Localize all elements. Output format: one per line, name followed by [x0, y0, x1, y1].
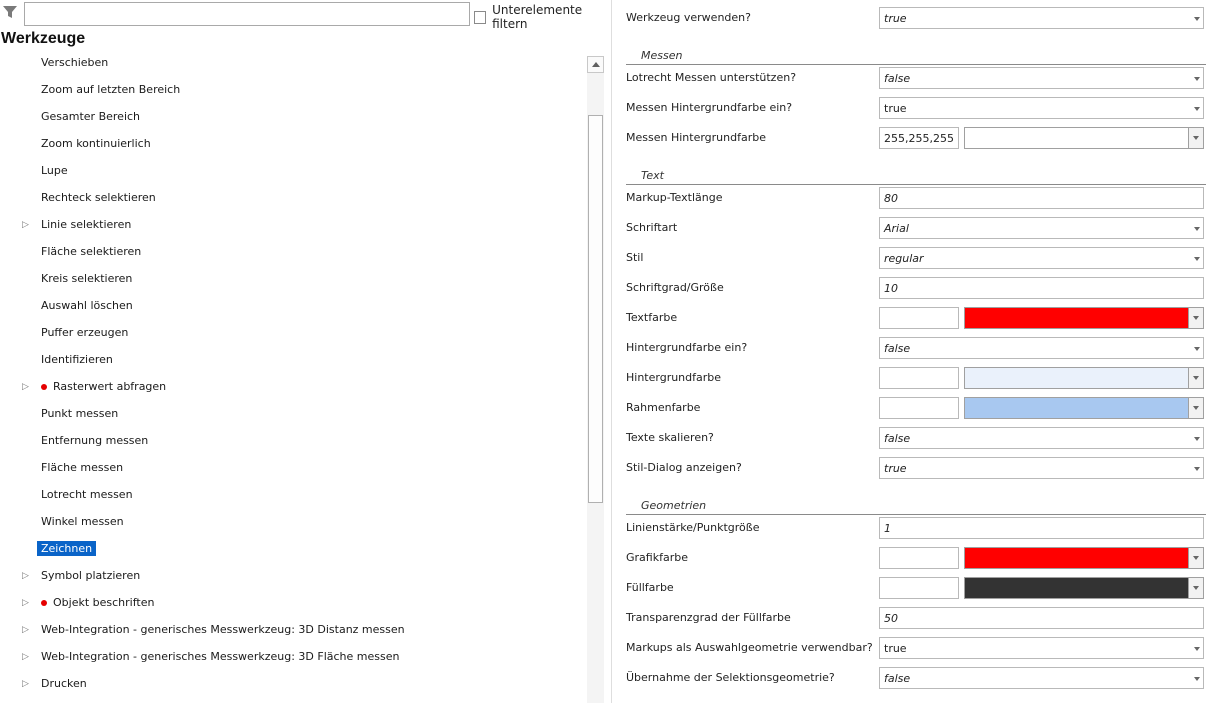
color-swatch: [965, 128, 1188, 148]
property-label: Hintergrundfarbe: [626, 371, 722, 384]
property-row: [612, 332, 1210, 362]
tools-tree: [0, 49, 590, 703]
property-label: Rahmenfarbe: [626, 401, 701, 414]
color-value-input[interactable]: [879, 397, 959, 419]
expand-arrow-icon[interactable]: ▷: [22, 651, 29, 662]
tree-item-label[interactable]: Web-Integration - generisches Messwerkzeug: 3D Distanz messen: [41, 623, 405, 636]
text-value: 10: [884, 282, 898, 295]
property-row: [612, 272, 1210, 302]
property-label: Hintergrundfarbe ein?: [626, 341, 748, 354]
dropdown-value: false: [884, 72, 911, 85]
property-dropdown[interactable]: [879, 97, 1204, 119]
property-row: [612, 242, 1210, 272]
chevron-down-icon[interactable]: [1194, 467, 1200, 471]
color-value-input[interactable]: [879, 547, 959, 569]
color-picker[interactable]: [964, 127, 1204, 149]
dropdown-value: true: [884, 462, 907, 475]
property-row: [612, 422, 1210, 452]
dropdown-value: true: [884, 12, 907, 25]
dropdown-value: false: [884, 342, 911, 355]
tree-item-label[interactable]: Linie selektieren: [41, 218, 132, 231]
tree-item[interactable]: [0, 130, 585, 157]
section-title: Text: [641, 169, 664, 182]
dropdown-value: Arial: [884, 222, 909, 235]
section-title: Messen: [641, 49, 683, 62]
property-row: [612, 62, 1210, 92]
property-row: [612, 302, 1210, 332]
property-row: [612, 572, 1210, 602]
color-dropdown-button[interactable]: [1188, 128, 1203, 148]
property-row: [612, 542, 1210, 572]
tree-item[interactable]: [0, 643, 585, 670]
tree-item-label[interactable]: Entfernung messen: [41, 434, 149, 447]
checkbox-box[interactable]: [474, 11, 486, 24]
tree-item-label[interactable]: Winkel messen: [41, 515, 124, 528]
property-row: [612, 602, 1210, 632]
property-label: Textfarbe: [626, 311, 678, 324]
chevron-down-icon[interactable]: [1194, 677, 1200, 681]
property-label: Schriftgrad/Größe: [626, 281, 724, 294]
color-swatch: [965, 308, 1188, 328]
chevron-down-icon[interactable]: [1194, 77, 1200, 81]
dropdown-value: false: [884, 432, 911, 445]
color-swatch: [965, 578, 1188, 598]
tree-item[interactable]: [0, 400, 585, 427]
text-value: 50: [884, 612, 898, 625]
property-text-input[interactable]: [879, 607, 1204, 629]
color-picker[interactable]: [964, 307, 1204, 329]
property-text-input[interactable]: [879, 517, 1204, 539]
text-value: 1: [884, 522, 891, 535]
tree-item-label[interactable]: Puffer erzeugen: [41, 326, 129, 339]
tree-item-label[interactable]: Zeichnen: [37, 541, 96, 556]
tree-item-label[interactable]: Gesamter Bereich: [41, 110, 141, 123]
chevron-down-icon[interactable]: [1194, 17, 1200, 21]
vertical-scrollbar[interactable]: [587, 56, 604, 703]
tree-item-label[interactable]: Drucken: [41, 677, 87, 690]
color-swatch: [965, 548, 1188, 568]
property-dropdown[interactable]: [879, 637, 1204, 659]
subelements-filter-checkbox[interactable]: [474, 3, 611, 31]
tree-item[interactable]: [0, 265, 585, 292]
property-row: [612, 392, 1210, 422]
status-dot-icon: [41, 384, 47, 390]
tree-item[interactable]: [0, 427, 585, 454]
color-swatch: [965, 398, 1188, 418]
color-value: 255,255,255: [884, 132, 954, 145]
property-label: Stil-Dialog anzeigen?: [626, 461, 742, 474]
expand-arrow-icon[interactable]: ▷: [22, 381, 29, 392]
dropdown-value: true: [884, 642, 907, 655]
tree-item[interactable]: [0, 535, 585, 562]
color-picker[interactable]: [964, 367, 1204, 389]
tree-item-label[interactable]: Objekt beschriften: [53, 596, 155, 609]
tree-item[interactable]: [0, 238, 585, 265]
tree-item-label[interactable]: Web-Integration - generisches Messwerkzeug: 3D Fläche messen: [41, 650, 400, 663]
tree-item[interactable]: [0, 319, 585, 346]
property-dropdown[interactable]: [879, 667, 1204, 689]
color-dropdown-button[interactable]: [1188, 548, 1203, 568]
tree-title: Werkzeuge: [1, 30, 86, 47]
subelements-filter-label: Unterelemente filtern: [492, 3, 583, 31]
property-row: [612, 662, 1210, 692]
color-dropdown-button[interactable]: [1188, 398, 1203, 418]
expand-arrow-icon[interactable]: ▷: [22, 678, 29, 689]
property-label: Messen Hintergrundfarbe: [626, 131, 766, 144]
expand-arrow-icon[interactable]: ▷: [22, 624, 29, 635]
property-label: Texte skalieren?: [626, 431, 714, 444]
tree-item-label[interactable]: Fläche selektieren: [41, 245, 142, 258]
tree-item[interactable]: [0, 76, 585, 103]
tree-item-label[interactable]: Rasterwert abfragen: [53, 380, 167, 393]
property-grid: [612, 0, 1210, 703]
tree-item-label[interactable]: Fläche messen: [41, 461, 124, 474]
chevron-down-icon[interactable]: [1194, 347, 1200, 351]
color-value-input[interactable]: [879, 127, 959, 149]
tree-item-label[interactable]: Rechteck selektieren: [41, 191, 156, 204]
tree-item[interactable]: [0, 481, 585, 508]
tree-item-label[interactable]: Zoom auf letzten Bereich: [41, 83, 181, 96]
property-label: Grafikfarbe: [626, 551, 688, 564]
property-row: [612, 452, 1210, 482]
tree-item[interactable]: [0, 562, 585, 589]
dropdown-value: regular: [884, 252, 924, 265]
expand-arrow-icon[interactable]: ▷: [22, 219, 29, 230]
tree-item[interactable]: [0, 373, 585, 400]
property-row: [612, 122, 1210, 152]
tree-item[interactable]: [0, 103, 585, 130]
property-label: Übernahme der Selektionsgeometrie?: [626, 671, 835, 684]
property-dropdown[interactable]: [879, 247, 1204, 269]
scroll-thumb[interactable]: [588, 115, 603, 503]
chevron-down-icon[interactable]: [1194, 227, 1200, 231]
tree-item-label[interactable]: Identifizieren: [41, 353, 113, 366]
dropdown-value: false: [884, 672, 911, 685]
tree-item[interactable]: [0, 346, 585, 373]
section-title: Geometrien: [641, 499, 707, 512]
tree-item-label[interactable]: Punkt messen: [41, 407, 119, 420]
property-label: Markup-Textlänge: [626, 191, 723, 204]
scroll-up-button[interactable]: [587, 56, 604, 73]
property-label: Linienstärke/Punktgröße: [626, 521, 760, 534]
tree-item-label[interactable]: Symbol platzieren: [41, 569, 141, 582]
color-swatch: [965, 368, 1188, 388]
text-value: 80: [884, 192, 898, 205]
property-label: Schriftart: [626, 221, 678, 234]
chevron-down-icon: [1193, 556, 1199, 560]
tree-item-label[interactable]: Lupe: [41, 164, 68, 177]
chevron-down-icon: [1193, 316, 1199, 320]
property-dropdown[interactable]: [879, 457, 1204, 479]
chevron-down-icon[interactable]: [1194, 647, 1200, 651]
property-row: [612, 362, 1210, 392]
property-label: Werkzeug verwenden?: [626, 11, 751, 24]
tree-item[interactable]: [0, 616, 585, 643]
filter-icon[interactable]: [2, 4, 18, 20]
color-dropdown-button[interactable]: [1188, 368, 1203, 388]
color-picker[interactable]: [964, 397, 1204, 419]
expand-arrow-icon[interactable]: ▷: [22, 570, 29, 581]
property-dropdown[interactable]: [879, 217, 1204, 239]
property-text-input[interactable]: [879, 277, 1204, 299]
tree-item[interactable]: [0, 292, 585, 319]
tree-item-label[interactable]: Lotrecht messen: [41, 488, 133, 501]
tree-item[interactable]: [0, 49, 585, 76]
tree-item[interactable]: [0, 157, 585, 184]
property-label: Messen Hintergrundfarbe ein?: [626, 101, 793, 114]
color-value-input[interactable]: [879, 577, 959, 599]
property-text-input[interactable]: [879, 187, 1204, 209]
property-label: Transparenzgrad der Füllfarbe: [626, 611, 791, 624]
property-dropdown[interactable]: [879, 7, 1204, 29]
property-row: [612, 512, 1210, 542]
status-dot-icon: [41, 600, 47, 606]
chevron-down-icon: [1193, 406, 1199, 410]
chevron-down-icon[interactable]: [1194, 257, 1200, 261]
tree-item[interactable]: [0, 670, 585, 697]
tree-item-label[interactable]: Auswahl löschen: [41, 299, 133, 312]
property-row: [612, 2, 1210, 32]
chevron-down-icon[interactable]: [1194, 437, 1200, 441]
expand-arrow-icon[interactable]: ▷: [22, 597, 29, 608]
tree-item-label[interactable]: Verschieben: [41, 56, 109, 69]
color-picker[interactable]: [964, 547, 1204, 569]
tree-item[interactable]: [0, 211, 585, 238]
filter-input[interactable]: [24, 2, 470, 26]
color-dropdown-button[interactable]: [1188, 308, 1203, 328]
property-dropdown[interactable]: [879, 427, 1204, 449]
property-row: [612, 632, 1210, 662]
color-dropdown-button[interactable]: [1188, 578, 1203, 598]
chevron-down-icon[interactable]: [1194, 107, 1200, 111]
chevron-down-icon: [1193, 586, 1199, 590]
tree-item-label[interactable]: Kreis selektieren: [41, 272, 133, 285]
property-row: [612, 182, 1210, 212]
property-dropdown[interactable]: [879, 337, 1204, 359]
chevron-down-icon: [1193, 376, 1199, 380]
arrow-up-icon: [592, 62, 600, 67]
color-value-input[interactable]: [879, 367, 959, 389]
tree-item[interactable]: [0, 184, 585, 211]
color-picker[interactable]: [964, 577, 1204, 599]
tree-item[interactable]: [0, 589, 585, 616]
tree-item-label[interactable]: Zoom kontinuierlich: [41, 137, 151, 150]
tree-item[interactable]: [0, 454, 585, 481]
property-label: Stil: [626, 251, 644, 264]
property-label: Markups als Auswahlgeometrie verwendbar?: [626, 641, 873, 654]
property-label: Lotrecht Messen unterstützen?: [626, 71, 797, 84]
tree-item[interactable]: [0, 508, 585, 535]
property-row: [612, 212, 1210, 242]
chevron-down-icon: [1193, 136, 1199, 140]
property-label: Füllfarbe: [626, 581, 674, 594]
property-dropdown[interactable]: [879, 67, 1204, 89]
color-value-input[interactable]: [879, 307, 959, 329]
property-row: [612, 92, 1210, 122]
dropdown-value: true: [884, 102, 907, 115]
